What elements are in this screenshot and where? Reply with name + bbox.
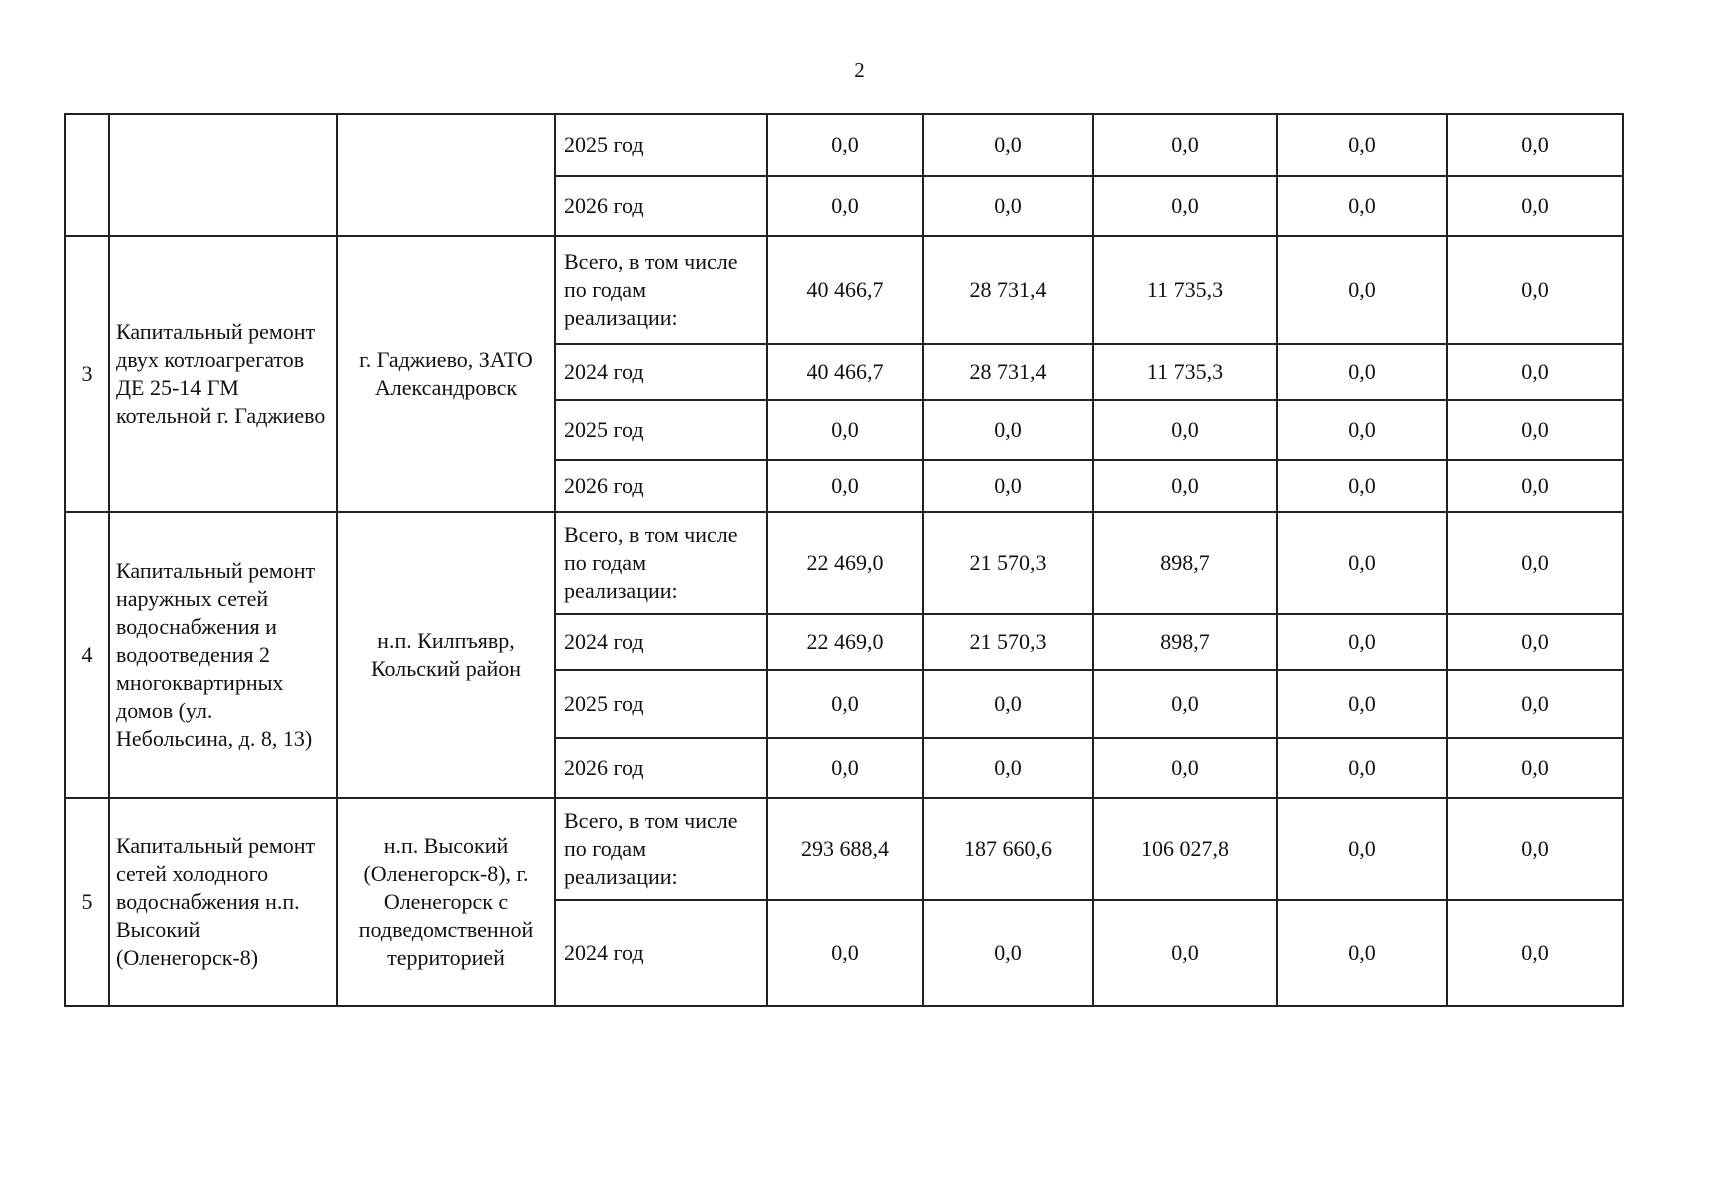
value-cell: 0,0 bbox=[1447, 460, 1623, 512]
value-cell: 898,7 bbox=[1093, 614, 1277, 670]
value-cell: 0,0 bbox=[1447, 614, 1623, 670]
period-cell: 2025 год bbox=[555, 114, 767, 176]
table-row bbox=[65, 512, 1623, 614]
value-cell: 0,0 bbox=[1277, 900, 1447, 1006]
location-cell bbox=[337, 114, 555, 236]
value-cell: 0,0 bbox=[1093, 400, 1277, 460]
location-cell: н.п. Килпъявр, Кольский район bbox=[337, 512, 555, 798]
value-cell: 0,0 bbox=[1277, 460, 1447, 512]
value-cell: 0,0 bbox=[1277, 614, 1447, 670]
value-cell: 0,0 bbox=[1277, 344, 1447, 400]
period-cell: 2026 год bbox=[555, 176, 767, 236]
value-cell: 0,0 bbox=[1447, 670, 1623, 738]
value-cell: 21 570,3 bbox=[923, 614, 1093, 670]
value-cell: 0,0 bbox=[923, 670, 1093, 738]
value-cell: 293 688,4 bbox=[767, 798, 923, 900]
value-cell: 40 466,7 bbox=[767, 344, 923, 400]
row-number-cell: 3 bbox=[65, 236, 109, 512]
period-cell: 2024 год bbox=[555, 900, 767, 1006]
period-cell: Всего, в том числе по годам реализации: bbox=[555, 236, 767, 344]
value-cell: 0,0 bbox=[1093, 900, 1277, 1006]
value-cell: 0,0 bbox=[923, 176, 1093, 236]
page-number: 2 bbox=[854, 58, 865, 82]
value-cell: 0,0 bbox=[1093, 670, 1277, 738]
value-cell: 0,0 bbox=[1447, 900, 1623, 1006]
value-cell: 0,0 bbox=[923, 738, 1093, 798]
value-cell: 0,0 bbox=[1277, 798, 1447, 900]
value-cell: 0,0 bbox=[767, 114, 923, 176]
value-cell: 0,0 bbox=[1447, 344, 1623, 400]
period-cell: 2026 год bbox=[555, 460, 767, 512]
value-cell: 0,0 bbox=[1447, 176, 1623, 236]
value-cell: 11 735,3 bbox=[1093, 344, 1277, 400]
value-cell: 0,0 bbox=[1277, 114, 1447, 176]
value-cell: 22 469,0 bbox=[767, 614, 923, 670]
value-cell: 0,0 bbox=[1093, 738, 1277, 798]
table-row bbox=[65, 236, 1623, 344]
value-cell: 21 570,3 bbox=[923, 512, 1093, 614]
value-cell: 28 731,4 bbox=[923, 236, 1093, 344]
value-cell: 40 466,7 bbox=[767, 236, 923, 344]
value-cell: 898,7 bbox=[1093, 512, 1277, 614]
value-cell: 187 660,6 bbox=[923, 798, 1093, 900]
value-cell: 22 469,0 bbox=[767, 512, 923, 614]
value-cell: 0,0 bbox=[923, 400, 1093, 460]
financing-table bbox=[64, 113, 1624, 1007]
location-cell: г. Гаджиево, ЗАТО Александровск bbox=[337, 236, 555, 512]
value-cell: 0,0 bbox=[1277, 400, 1447, 460]
project-name-cell: Капитальный ремонт двух котлоагрегатов ДЕ 25-14 ГМ котельной г. Гаджиево bbox=[109, 236, 337, 512]
value-cell: 0,0 bbox=[1277, 236, 1447, 344]
period-cell: 2024 год bbox=[555, 344, 767, 400]
value-cell: 28 731,4 bbox=[923, 344, 1093, 400]
table-row bbox=[65, 798, 1623, 900]
value-cell: 0,0 bbox=[1277, 670, 1447, 738]
period-cell: 2024 год bbox=[555, 614, 767, 670]
value-cell: 0,0 bbox=[767, 670, 923, 738]
value-cell: 0,0 bbox=[1277, 176, 1447, 236]
value-cell: 0,0 bbox=[923, 114, 1093, 176]
project-name-cell bbox=[109, 114, 337, 236]
value-cell: 0,0 bbox=[1447, 512, 1623, 614]
value-cell: 0,0 bbox=[767, 460, 923, 512]
value-cell: 0,0 bbox=[1447, 798, 1623, 900]
period-cell: 2025 год bbox=[555, 670, 767, 738]
value-cell: 0,0 bbox=[1447, 236, 1623, 344]
period-cell: Всего, в том числе по годам реализации: bbox=[555, 512, 767, 614]
project-name-cell: Капитальный ремонт наружных сетей водоснабжения и водоотведения 2 многоквартирных домов (ул. Небольсина, д. 8, 13) bbox=[109, 512, 337, 798]
value-cell: 0,0 bbox=[767, 400, 923, 460]
table-row bbox=[65, 114, 1623, 176]
location-cell: н.п. Высокий (Оленегорск-8), г. Оленегорск с подведомственной территорией bbox=[337, 798, 555, 1006]
value-cell: 0,0 bbox=[923, 900, 1093, 1006]
period-cell: 2026 год bbox=[555, 738, 767, 798]
value-cell: 0,0 bbox=[1447, 738, 1623, 798]
period-cell: Всего, в том числе по годам реализации: bbox=[555, 798, 767, 900]
row-number-cell: 5 bbox=[65, 798, 109, 1006]
value-cell: 0,0 bbox=[767, 738, 923, 798]
row-number-cell bbox=[65, 114, 109, 236]
value-cell: 0,0 bbox=[1093, 176, 1277, 236]
value-cell: 0,0 bbox=[767, 176, 923, 236]
value-cell: 11 735,3 bbox=[1093, 236, 1277, 344]
value-cell: 0,0 bbox=[1447, 400, 1623, 460]
value-cell: 0,0 bbox=[1093, 460, 1277, 512]
value-cell: 0,0 bbox=[923, 460, 1093, 512]
row-number-cell: 4 bbox=[65, 512, 109, 798]
value-cell: 0,0 bbox=[1277, 738, 1447, 798]
value-cell: 0,0 bbox=[1447, 114, 1623, 176]
value-cell: 106 027,8 bbox=[1093, 798, 1277, 900]
value-cell: 0,0 bbox=[1277, 512, 1447, 614]
value-cell: 0,0 bbox=[767, 900, 923, 1006]
project-name-cell: Капитальный ремонт сетей холодного водоснабжения н.п. Высокий (Оленегорск-8) bbox=[109, 798, 337, 1006]
period-cell: 2025 год bbox=[555, 400, 767, 460]
value-cell: 0,0 bbox=[1093, 114, 1277, 176]
